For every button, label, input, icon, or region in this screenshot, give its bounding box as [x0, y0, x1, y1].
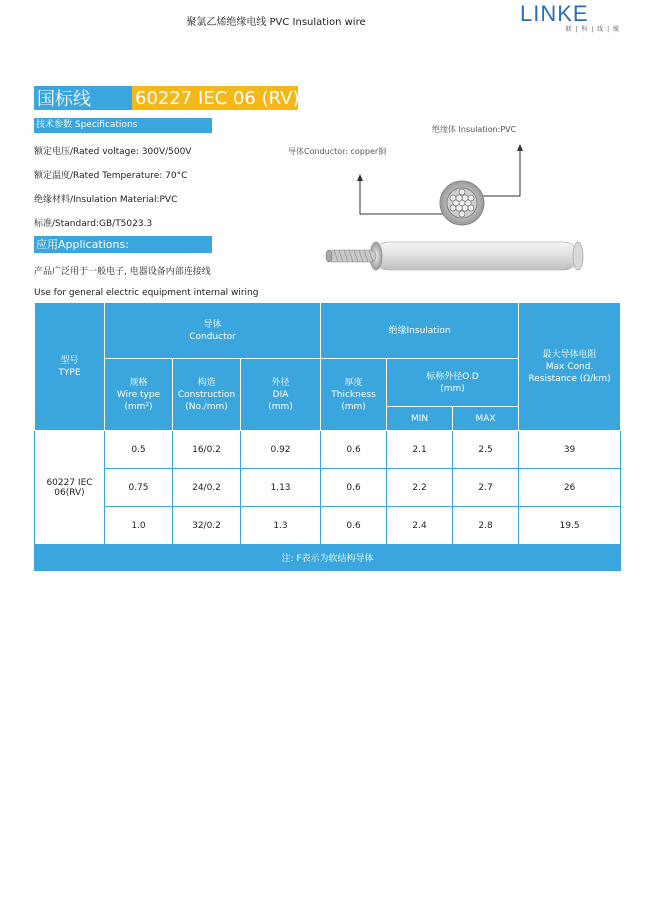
- brand-wordmark: LINKE: [520, 1, 589, 26]
- construction-cell: 24/0.2: [173, 469, 241, 507]
- construction-cell: 16/0.2: [173, 431, 241, 469]
- cross-section: [440, 181, 484, 225]
- applications-heading: 应用Applications:: [34, 236, 212, 253]
- od-min-cell: 2.2: [387, 469, 453, 507]
- table-row: [35, 507, 621, 545]
- od-max-cell: 2.8: [453, 507, 519, 545]
- dia-cell: 0.92: [241, 431, 321, 469]
- dia-cell: 1.13: [241, 469, 321, 507]
- dia-header: 外径 DIA (mm): [241, 359, 321, 431]
- conductor-header: 导体 Conductor: [105, 303, 321, 359]
- resistance-cell: 19.5: [519, 507, 621, 545]
- brand-subtitle: 联 | 科 | 线 | 缆: [565, 26, 620, 33]
- table-row: [35, 469, 621, 507]
- type-header: 型号 TYPE: [35, 303, 105, 431]
- insulation-label: 绝缘体 Insulation:PVC: [432, 125, 517, 134]
- insulation-header: 绝缘Insulation: [321, 303, 519, 359]
- resistance-cell: 26: [519, 469, 621, 507]
- insulation-arrow-icon: [517, 144, 523, 151]
- wire-type-cell: 1.0: [105, 507, 173, 545]
- specifications-heading: 技术参数 Specifications: [34, 118, 212, 133]
- od-max-cell: 2.7: [453, 469, 519, 507]
- thickness-cell: 0.6: [321, 469, 387, 507]
- construction-header: 构造 Construction (No./mm): [173, 359, 241, 431]
- max-header: MAX: [453, 407, 519, 431]
- brand-logo: [520, 3, 620, 31]
- specification-table: [34, 302, 621, 571]
- cable-diagram: [282, 118, 592, 278]
- wire-type-header: 规格 Wire type (mm²): [105, 359, 173, 431]
- document-title: 聚氯乙烯绝缘电线 PVC Insulation wire: [186, 17, 366, 28]
- dia-cell: 1.3: [241, 507, 321, 545]
- od-min-cell: 2.4: [387, 507, 453, 545]
- spec-rated-temperature: 额定温度/Rated Temperature: 70°C: [34, 171, 188, 181]
- thickness-header: 厚度 Thickness (mm): [321, 359, 387, 431]
- type-value: 60227 IEC 06(RV): [35, 431, 105, 545]
- cable-illustration: [282, 118, 592, 278]
- spec-rated-voltage: 额定电压/Rated voltage: 300V/500V: [34, 147, 192, 157]
- application-text-cn: 产品广泛用于一般电子, 电器设备内部连接线: [34, 267, 211, 277]
- table-note: 注: F表示为软结构导体: [35, 545, 621, 571]
- thickness-cell: 0.6: [321, 431, 387, 469]
- resistance-header: 最大导体电阻 Max Cond. Resistance (Ω/km): [519, 303, 621, 431]
- conductor-label: 导体Conductor: copper铜: [288, 147, 387, 156]
- construction-cell: 32/0.2: [173, 507, 241, 545]
- table-row: [35, 431, 621, 469]
- model-banner: 60227 IEC 06 (RV): [132, 86, 298, 110]
- conductor-arrow-icon: [357, 174, 363, 181]
- thickness-cell: 0.6: [321, 507, 387, 545]
- od-max-cell: 2.5: [453, 431, 519, 469]
- table-note-row: [35, 545, 621, 571]
- spec-standard: 标准/Standard:GB/T5023.3: [34, 219, 153, 229]
- od-min-cell: 2.1: [387, 431, 453, 469]
- resistance-cell: 39: [519, 431, 621, 469]
- cable-side-view: [326, 242, 583, 270]
- category-banner: 国标线: [34, 86, 132, 110]
- min-header: MIN: [387, 407, 453, 431]
- wire-type-cell: 0.5: [105, 431, 173, 469]
- spec-insulation-material: 绝缘材料/Insulation Material:PVC: [34, 195, 178, 205]
- application-text-en: Use for general electric equipment internal wiring: [34, 288, 259, 298]
- od-header: 标称外径O.D (mm): [387, 359, 519, 407]
- wire-type-cell: 0.75: [105, 469, 173, 507]
